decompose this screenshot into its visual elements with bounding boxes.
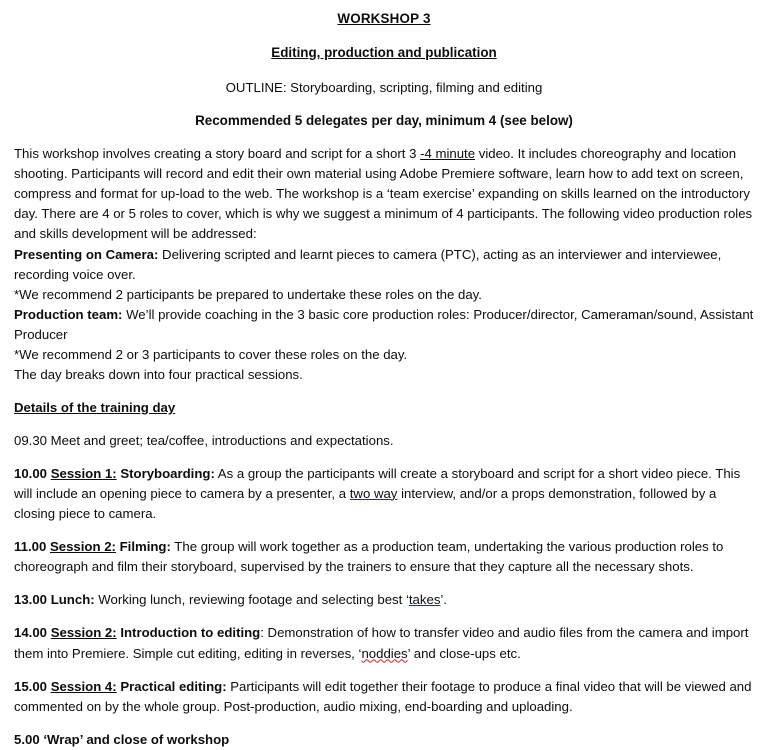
- role-sessions-breakdown: [14, 365, 754, 385]
- spacer: [14, 385, 754, 398]
- document-subtitle: Editing, production and publication: [271, 45, 497, 61]
- schedule-body-before: As a group the participants will create a storyboard and script for a short video piece. This will include an opening piece to camera by a presenter, a: [14, 466, 741, 502]
- role-label: Production team:: [14, 306, 123, 322]
- intro-paragraph: [14, 144, 754, 244]
- recommendation-line: Recommended 5 delegates per day, minimum 4 (see below): [195, 112, 573, 128]
- spellcheck-flagged-span: noddies: [361, 645, 408, 661]
- grammar-flagged-span: takes: [408, 592, 441, 608]
- schedule-time: 09.30: [14, 433, 48, 448]
- outline-line: OUTLINE: Storyboarding, scripting, filming and editing: [225, 79, 543, 95]
- schedule-time: 13.00: [14, 592, 48, 608]
- schedule-session-label: Session 4:: [50, 678, 117, 694]
- schedule-item-1300: [14, 590, 754, 610]
- schedule-item-1100: [14, 537, 754, 577]
- closing-line: [14, 730, 754, 750]
- spacer: [14, 717, 754, 730]
- page-title: WORKSHOP 3: [337, 11, 431, 26]
- role-text: *We recommend 2 or 3 participants to cover these roles on the day.: [14, 346, 408, 362]
- spacer: [14, 664, 754, 677]
- role-presenting-on-camera: [14, 245, 754, 285]
- schedule-time: 10.00: [14, 466, 48, 482]
- schedule-body: Participants will edit together their footage to produce a final video that will be viewed and commented on by the whole group. Post-production, audio mixing, end-boarding and uploading.: [14, 678, 752, 714]
- role-note-production: [14, 345, 754, 365]
- intro-part2: video. It includes choreography and location shooting. Participants will record and edit their own material using Adobe Premiere software, learn how to add text on screen, compress and format for up-load to the web. The workshop is a ‘team exercise’ expanding on skills learned on the introductory day. There are 4 or 5 roles to cover, which is why we suggest a minimum of 4 participants. The following video production roles and skills development will be addressed:: [14, 146, 753, 242]
- schedule-topic: Practical editing:: [120, 678, 227, 694]
- schedule-body-after: interview, and/or a props demonstration, followed by a closing piece to camera.: [14, 486, 717, 522]
- schedule-time: 15.00: [14, 678, 48, 694]
- schedule-session-label: Session 2:: [50, 625, 117, 641]
- schedule-item-1500: [14, 677, 754, 717]
- schedule-topic: Storyboarding:: [120, 466, 215, 482]
- schedule-body-after: ’ and close-ups etc.: [407, 645, 521, 661]
- schedule-time: 11.00: [14, 539, 47, 555]
- document-body: [14, 4, 754, 750]
- role-production-team: [14, 305, 754, 345]
- spacer: [14, 610, 754, 623]
- schedule-item-0930: [14, 431, 754, 451]
- schedule-time: 14.00: [14, 625, 48, 641]
- schedule-item-1400: [14, 623, 754, 663]
- closing-text: 5.00 ‘Wrap’ and close of workshop: [14, 731, 230, 747]
- role-label: Presenting on Camera:: [14, 246, 159, 262]
- grammar-flagged-span: two way: [349, 486, 398, 502]
- schedule-body: The group will work together as a production team, undertaking the various production roles to choreograph and film their storyboard, supervised by the trainers to ensure that they capture all the necessary shots.: [14, 539, 724, 575]
- schedule-topic: Introduction to editing: [120, 625, 261, 641]
- role-note-presenting: [14, 285, 754, 305]
- schedule-body-before: : Demonstration of how to transfer video and audio files from the camera and import them into Premiere. Simple cut editing, editing in reverses, ‘: [14, 625, 749, 661]
- spacer: [14, 418, 754, 431]
- schedule-body-before: Working lunch, reviewing footage and selecting best ‘: [94, 592, 409, 608]
- role-text: The day breaks down into four practical sessions.: [14, 366, 303, 382]
- details-heading-text: Details of the training day: [14, 399, 176, 415]
- intro-part1: This workshop involves creating a story board and script for a short 3: [14, 146, 421, 162]
- schedule-session-label: Session 2:: [49, 539, 116, 555]
- role-text: Delivering scripted and learnt pieces to camera (PTC), acting as an interviewer and interviewee, recording voice over.: [14, 246, 722, 282]
- schedule-body-after: ’.: [440, 592, 448, 608]
- schedule-item-1000: [14, 464, 754, 524]
- schedule-topic: Lunch:: [50, 592, 95, 608]
- spacer: [14, 524, 754, 537]
- schedule-body: Meet and greet; tea/coffee, introductions and expectations.: [47, 433, 394, 448]
- spacer: [14, 451, 754, 464]
- role-text: *We recommend 2 participants be prepared to undertake these roles on the day.: [14, 286, 482, 302]
- details-heading: [14, 398, 754, 418]
- schedule-session-label: Session 1:: [50, 466, 117, 482]
- schedule-topic: Filming:: [119, 539, 171, 555]
- intro-underlined-span: -4 minute: [420, 146, 476, 162]
- role-text: We’ll provide coaching in the 3 basic core production roles: Producer/director, Cameraman/sound, Assistant Producer: [14, 306, 754, 342]
- spacer: [14, 577, 754, 590]
